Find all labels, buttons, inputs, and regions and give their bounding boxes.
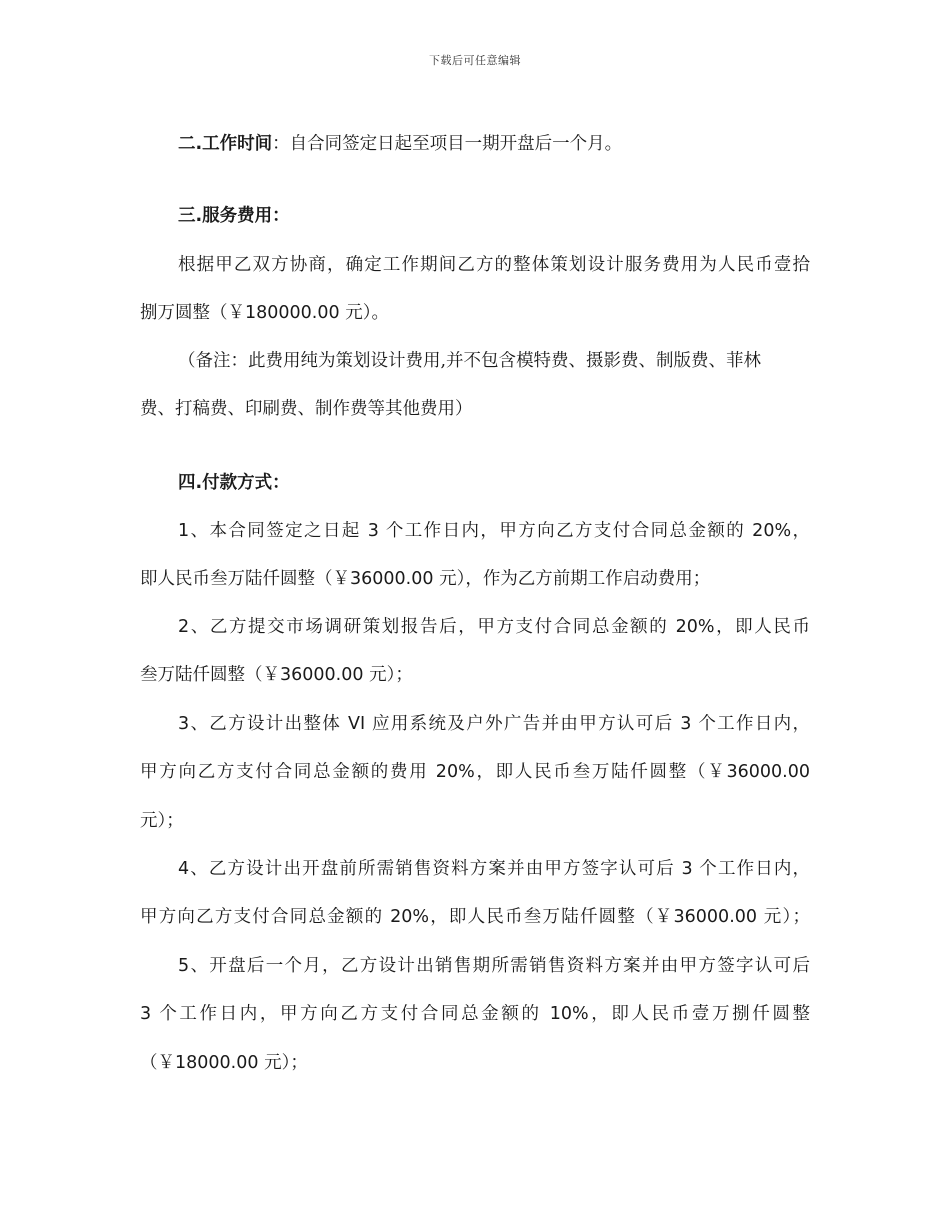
list-item-line: 3、乙方设计出整体 VI 应用系统及户外广告并由甲方认可后 3 个工作日内，: [178, 714, 810, 734]
section-text: 自合同签定日起至项目一期开盘后一个月。: [289, 134, 623, 154]
list-item-line: 即人民币叁万陆仟圆整（￥36000.00 元），作为乙方前期工作启动费用；: [140, 569, 711, 589]
list-item-line: 叁万陆仟圆整（￥36000.00 元）；: [140, 665, 413, 685]
list-item-line: 元）；: [140, 811, 184, 831]
section-heading: 二.工作时间: [178, 134, 273, 154]
paragraph-line: 捌万圆整（￥180000.00 元）。: [140, 303, 389, 323]
note-line: [140, 396, 820, 422]
list-item-line: 4、乙方设计出开盘前所需销售资料方案并由甲方签字认可后 3 个工作日内，: [178, 859, 810, 879]
list-item-line: 1、本合同签定之日起 3 个工作日内，甲方向乙方支付合同总金额的 20%，: [178, 521, 810, 541]
section-heading: 四.付款方式：: [178, 473, 290, 493]
note-text: 模特费、摄影费、制版费、菲林: [516, 351, 762, 371]
page-header: 下载后可任意编辑: [429, 54, 521, 67]
section-heading: 三.服务费用：: [178, 206, 290, 226]
list-item-line: 5、开盘后一个月，乙方设计出销售期所需销售资料方案并由甲方签字认可后: [178, 956, 810, 976]
separator: ：: [272, 134, 290, 154]
list-item-line: 甲方向乙方支付合同总金额的 20%，即人民币叁万陆仟圆整（￥36000.00 元）；: [140, 907, 810, 927]
note-line: [178, 348, 810, 374]
note-text: 等其他费用）: [367, 399, 473, 419]
list-item-line: 3 个工作日内，甲方向乙方支付合同总金额的 10%，即人民币壹万捌仟圆整: [140, 1004, 810, 1024]
section-work-time: [178, 131, 858, 157]
list-item-line: （￥18000.00 元）；: [140, 1053, 308, 1073]
list-item-line: 2、乙方提交市场调研策划报告后，甲方支付合同总金额的 20%，即人民币: [178, 617, 810, 637]
list-item-line: 甲方向乙方支付合同总金额的费用 20%，即人民币叁万陆仟圆整（￥36000.00: [140, 762, 810, 782]
paragraph-line: 根据甲乙双方协商，确定工作期间乙方的整体策划设计服务费用为人民币壹拾: [178, 255, 810, 275]
note-text: 费、打稿费、印刷费、制作费: [140, 399, 368, 419]
note-text: （备注：此费用纯为策划设计费用,并不包含: [178, 351, 517, 371]
